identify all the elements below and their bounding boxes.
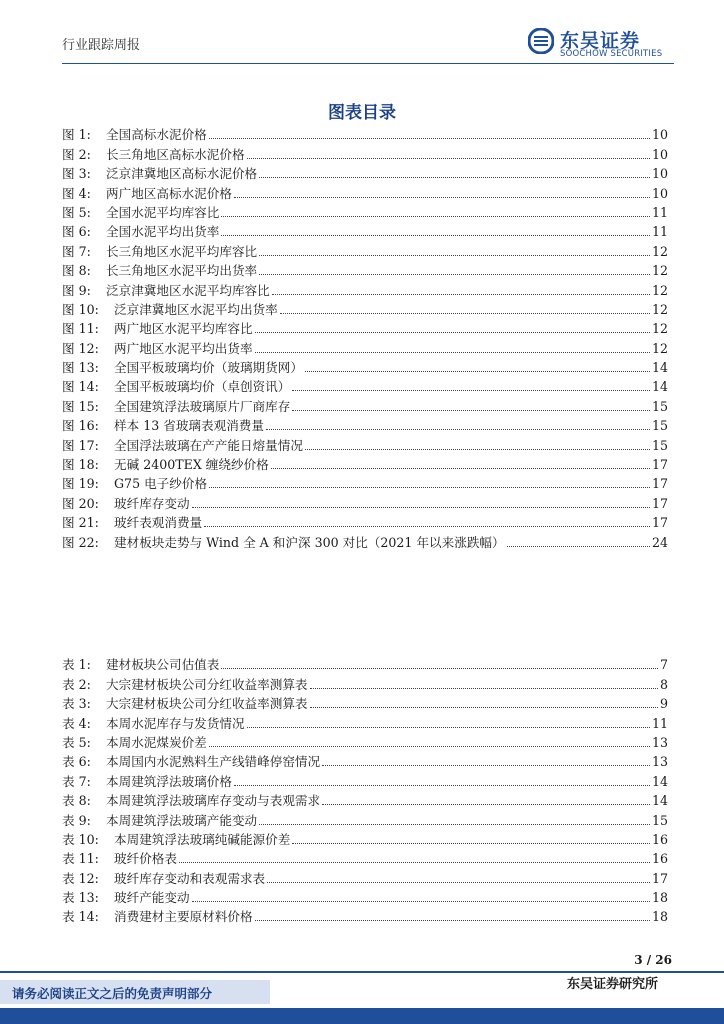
figure-label: 图 21: (62, 515, 99, 531)
dot-leader (209, 137, 650, 139)
logo-name-cn: 东吴证券 (560, 30, 641, 52)
table-title: 本周建筑浮法玻璃库存变动与表观需求 (106, 793, 321, 809)
disclaimer-box (0, 980, 270, 1004)
bottom-band (0, 1008, 724, 1024)
figure-entry[interactable] (62, 181, 668, 200)
figure-entry[interactable] (62, 317, 668, 336)
table-page: 15 (651, 812, 668, 828)
dot-leader (259, 176, 650, 178)
figure-page: 12 (651, 243, 668, 259)
figure-page: 14 (651, 360, 668, 376)
figure-label: 图 16: (62, 418, 99, 434)
logo-name-en: SOOCHOW SECURITIES (560, 49, 663, 59)
figure-page: 17 (651, 515, 668, 531)
header-divider (62, 63, 674, 64)
dot-leader (204, 525, 650, 527)
table-entry[interactable] (62, 692, 668, 711)
dot-leader (255, 331, 650, 333)
figure-title: 两广地区水泥平均库容比 (114, 321, 253, 337)
figure-page: 15 (651, 437, 668, 453)
figure-entry[interactable] (62, 298, 668, 317)
table-entry[interactable] (62, 866, 668, 885)
dot-leader (234, 784, 650, 786)
table-page: 16 (651, 851, 668, 867)
dot-leader (179, 861, 650, 863)
table-page: 18 (651, 909, 668, 925)
figure-label: 图 9: (62, 282, 91, 298)
figure-page: 12 (651, 282, 668, 298)
figure-title: 全国建筑浮法玻璃原片厂商库存 (114, 398, 291, 414)
table-entry[interactable] (62, 847, 668, 866)
table-entry[interactable] (62, 653, 668, 672)
logo-mark-icon (528, 28, 554, 54)
figure-label: 图 18: (62, 457, 99, 473)
dot-leader (305, 448, 650, 450)
figure-label: 图 22: (62, 534, 99, 550)
figure-page: 12 (651, 340, 668, 356)
figure-entry[interactable] (62, 239, 668, 258)
table-label: 表 7: (62, 773, 91, 789)
dot-leader (247, 157, 650, 159)
figure-title: 全国高标水泥价格 (106, 127, 207, 143)
table-title: 消费建材主要原材料价格 (114, 909, 253, 925)
figure-entry[interactable] (62, 162, 668, 181)
figure-page: 12 (651, 263, 668, 279)
figure-page: 10 (651, 127, 668, 143)
figure-title: 全国水泥平均出货率 (106, 224, 220, 240)
figure-label: 图 12: (62, 340, 99, 356)
table-title: 本周水泥库存与发货情况 (106, 715, 245, 731)
figure-title: 玻纤表观消费量 (114, 515, 203, 531)
table-label: 表 8: (62, 793, 91, 809)
dot-leader (292, 842, 650, 844)
figure-title: 长三角地区水泥平均出货率 (106, 263, 258, 279)
table-title: 大宗建材板块公司分红收益率测算表 (106, 696, 308, 712)
figure-page: 12 (651, 301, 668, 317)
report-type: 行业跟踪周报 (62, 38, 141, 53)
figure-entry[interactable] (62, 414, 668, 433)
table-entry[interactable] (62, 905, 668, 924)
table-entry[interactable] (62, 886, 668, 905)
figure-entry[interactable] (62, 278, 668, 297)
disclaimer-text: 请务必阅读正文之后的免责声明部分 (12, 986, 213, 1001)
table-entry[interactable] (62, 808, 668, 827)
table-label: 表 4: (62, 715, 91, 731)
figure-entry[interactable] (62, 530, 668, 549)
figure-entry[interactable] (62, 201, 668, 220)
figure-entry[interactable] (62, 259, 668, 278)
figure-label: 图 1: (62, 127, 91, 143)
dot-leader (259, 254, 650, 256)
table-entry[interactable] (62, 828, 668, 847)
dot-leader (272, 293, 650, 295)
table-label: 表 5: (62, 734, 91, 750)
table-title: 本周水泥煤炭价差 (106, 734, 207, 750)
figure-title: 长三角地区水泥平均库容比 (106, 243, 258, 259)
figure-label: 图 6: (62, 224, 91, 240)
page-number: 3 / 26 (634, 953, 672, 967)
dot-leader (192, 900, 650, 902)
figure-label: 图 7: (62, 243, 91, 259)
figure-label: 图 3: (62, 166, 91, 182)
dot-leader (267, 881, 650, 883)
figure-page: 17 (651, 457, 668, 473)
table-label: 表 12: (62, 870, 99, 886)
table-list (62, 653, 668, 924)
table-title: 建材板块公司估值表 (106, 657, 220, 673)
figure-entry[interactable] (62, 472, 668, 491)
dot-leader (507, 545, 650, 547)
figure-title: 建材板块走势与 Wind 全 A 和沪深 300 对比（2021 年以来涨跌幅） (114, 534, 505, 550)
dot-leader (209, 745, 650, 747)
table-entry[interactable] (62, 731, 668, 750)
figure-title: G75 电子纱价格 (114, 476, 208, 492)
table-title: 玻纤库存变动和表观需求表 (114, 870, 266, 886)
figure-title: 两广地区高标水泥价格 (106, 185, 232, 201)
table-title: 玻纤价格表 (114, 851, 177, 867)
table-entry[interactable] (62, 672, 668, 691)
figure-title: 无碱 2400TEX 缠绕纱价格 (114, 457, 269, 473)
figure-title: 泛京津冀地区高标水泥价格 (106, 166, 258, 182)
dot-leader (322, 803, 650, 805)
figure-label: 图 14: (62, 379, 99, 395)
table-page: 8 (659, 676, 668, 692)
figure-entry[interactable] (62, 336, 668, 355)
figure-entry[interactable] (62, 394, 668, 413)
table-label: 表 3: (62, 696, 91, 712)
figure-label: 图 11: (62, 321, 99, 337)
figure-label: 图 4: (62, 185, 91, 201)
figure-list (62, 123, 668, 550)
dot-leader (221, 215, 650, 217)
table-label: 表 1: (62, 657, 91, 673)
figure-title: 两广地区水泥平均出货率 (114, 340, 253, 356)
dot-leader (310, 687, 658, 689)
dot-leader (221, 667, 658, 669)
figure-page: 14 (651, 379, 668, 395)
figure-entry[interactable] (62, 220, 668, 239)
dot-leader (192, 506, 650, 508)
table-page: 14 (651, 773, 668, 789)
figure-page: 24 (651, 534, 668, 550)
table-entry[interactable] (62, 769, 668, 788)
figure-entry[interactable] (62, 356, 668, 375)
page-title: 图表目录 (328, 103, 396, 123)
table-title: 玻纤产能变动 (114, 890, 190, 906)
table-label: 表 6: (62, 754, 91, 770)
figure-title: 全国平板玻璃均价（卓创资讯） (114, 379, 291, 395)
table-page: 9 (659, 696, 668, 712)
figure-label: 图 13: (62, 360, 99, 376)
figure-page: 10 (651, 185, 668, 201)
figure-title: 全国浮法玻璃在产产能日熔量情况 (114, 437, 303, 453)
figure-label: 图 17: (62, 437, 99, 453)
dot-leader (292, 389, 650, 391)
table-page: 14 (651, 793, 668, 809)
figure-page: 10 (651, 146, 668, 162)
dot-leader (292, 409, 650, 411)
figure-label: 图 8: (62, 263, 91, 279)
figure-label: 图 19: (62, 476, 99, 492)
figure-title: 长三角地区高标水泥价格 (106, 146, 245, 162)
table-page: 11 (651, 715, 668, 731)
figure-entry[interactable] (62, 123, 668, 142)
dot-leader (322, 764, 650, 766)
figure-entry[interactable] (62, 433, 668, 452)
table-page: 18 (651, 890, 668, 906)
table-title: 本周建筑浮法玻璃产能变动 (106, 812, 258, 828)
figure-label: 图 20: (62, 495, 99, 511)
dot-leader (234, 196, 650, 198)
figure-title: 泛京津冀地区水泥平均出货率 (114, 301, 278, 317)
figure-label: 图 5: (62, 204, 91, 220)
table-label: 表 13: (62, 890, 99, 906)
table-label: 表 10: (62, 831, 99, 847)
table-entry[interactable] (62, 750, 668, 769)
table-label: 表 2: (62, 676, 91, 692)
dot-leader (209, 486, 650, 488)
figure-title: 泛京津冀地区水泥平均库容比 (106, 282, 270, 298)
table-page: 13 (651, 734, 668, 750)
figure-entry[interactable] (62, 375, 668, 394)
table-label: 表 11: (62, 851, 99, 867)
dot-leader (255, 351, 650, 353)
table-title: 本周建筑浮法玻璃纯碱能源价差 (114, 831, 291, 847)
figure-page: 15 (651, 398, 668, 414)
dot-leader (305, 370, 650, 372)
figure-page: 15 (651, 418, 668, 434)
figure-entry[interactable] (62, 142, 668, 161)
figure-page: 17 (651, 495, 668, 511)
table-page: 7 (659, 657, 668, 673)
figure-label: 图 2: (62, 146, 91, 162)
figure-page: 17 (651, 476, 668, 492)
dot-leader (280, 312, 650, 314)
table-label: 表 9: (62, 812, 91, 828)
figure-label: 图 15: (62, 398, 99, 414)
dot-leader (259, 823, 650, 825)
dot-leader (221, 234, 650, 236)
figure-entry[interactable] (62, 491, 668, 510)
dot-leader (255, 919, 650, 921)
table-page: 13 (651, 754, 668, 770)
figure-title: 全国水泥平均库容比 (106, 204, 220, 220)
figure-label: 图 10: (62, 301, 99, 317)
dot-leader (247, 726, 650, 728)
dot-leader (271, 467, 650, 469)
dot-leader (259, 273, 650, 275)
figure-entry[interactable] (62, 453, 668, 472)
figure-title: 样本 13 省玻璃表观消费量 (114, 418, 264, 434)
table-page: 16 (651, 831, 668, 847)
table-title: 本周建筑浮法玻璃价格 (106, 773, 232, 789)
dot-leader (266, 428, 650, 430)
table-page: 17 (651, 870, 668, 886)
institute-name: 东吴证券研究所 (566, 977, 658, 992)
table-title: 大宗建材板块公司分红收益率测算表 (106, 676, 308, 692)
company-logo (528, 26, 678, 62)
dot-leader (310, 706, 658, 708)
table-entry[interactable] (62, 711, 668, 730)
table-title: 本周国内水泥熟料生产线错峰停窑情况 (106, 754, 321, 770)
figure-title: 玻纤库存变动 (114, 495, 190, 511)
figure-page: 11 (651, 204, 668, 220)
figure-page: 10 (651, 166, 668, 182)
figure-page: 12 (651, 321, 668, 337)
figure-page: 11 (651, 224, 668, 240)
figure-title: 全国平板玻璃均价（玻璃期货网） (114, 360, 303, 376)
table-entry[interactable] (62, 789, 668, 808)
figure-entry[interactable] (62, 511, 668, 530)
table-label: 表 14: (62, 909, 99, 925)
